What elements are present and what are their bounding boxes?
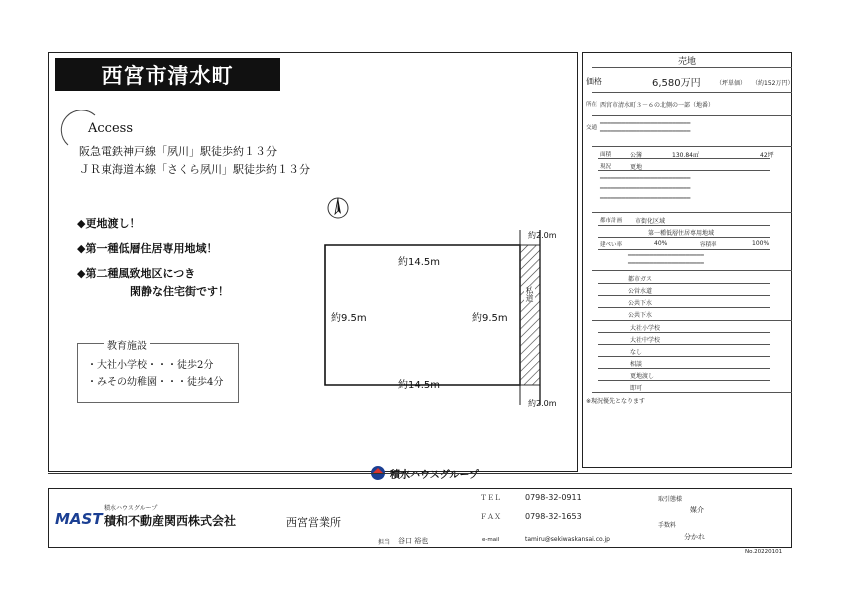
price-note-2: （約152万円） bbox=[752, 80, 794, 87]
area-type: 公簿 bbox=[630, 152, 643, 159]
school2-value: 大社中学校 bbox=[630, 337, 661, 344]
utility-4: 公共下水 bbox=[628, 312, 653, 319]
restriction-rows: ━━━━━━━━━━━━━━━━━━━━━ ━━━━━━━━━━━━━━━━━━━━━ bbox=[628, 252, 704, 267]
access-line-1: 阪急電鉄神戸線「夙川」駅徒歩約１３分 bbox=[79, 145, 277, 158]
status-label: 現況 bbox=[600, 164, 612, 170]
feature-3: ◆第二種風致地区につき bbox=[77, 267, 196, 280]
staff-value: 谷口 裕也 bbox=[398, 537, 429, 545]
utility-2: 公営水道 bbox=[628, 288, 653, 295]
company-branch: 西宮営業所 bbox=[286, 516, 341, 529]
company-group-small: 積水ハウスグループ bbox=[104, 505, 158, 512]
zone-label: 都市計画 bbox=[600, 218, 623, 224]
transport-rows: ━━━━━━━━━━━━━━━━━━━━━━━━━ ━━━━━━━━━━━━━━━━━━━━━━━━━ bbox=[600, 120, 691, 135]
trade-value: 媒介 bbox=[690, 506, 704, 514]
misc-3: 更地渡し bbox=[630, 373, 655, 380]
staff-label: 担当 bbox=[378, 539, 391, 546]
fax-label: ＦＡＸ bbox=[480, 513, 501, 521]
property-type: 売地 bbox=[677, 57, 696, 67]
dim-right: 約9.5m bbox=[472, 313, 508, 324]
trade-label: 取引態様 bbox=[658, 496, 683, 503]
school1-value: 大社小学校 bbox=[630, 325, 661, 332]
area-tsubo: 42坪 bbox=[760, 152, 774, 159]
price-note: （坪単価） bbox=[716, 80, 747, 87]
tel-value: 0798-32-0911 bbox=[525, 493, 582, 502]
status-value: 更地 bbox=[630, 164, 643, 171]
area-value: 130.84㎡ bbox=[672, 152, 699, 159]
commission-value: 分かれ bbox=[684, 533, 705, 541]
misc-1: なし bbox=[630, 349, 643, 356]
utility-1: 都市ガス bbox=[628, 276, 653, 283]
feature-2: ◆第一種低層住居専用地域！ bbox=[77, 242, 218, 255]
zone2-value: 第一種低層住居専用地域 bbox=[648, 230, 715, 237]
utility-3: 公共下水 bbox=[628, 300, 653, 307]
road-label: 私道 bbox=[525, 286, 534, 302]
coverage-value: 40% bbox=[654, 240, 668, 247]
misc-4: 即可 bbox=[630, 385, 643, 392]
access-line-2: ＪＲ東海道本線「さくら夙川」駅徒歩約１３分 bbox=[79, 163, 310, 176]
dim-top: 約14.5m bbox=[398, 257, 441, 268]
land-rows: ━━━━━━━━━━━━━━━━━━━━━━━━━ ━━━━━━━━━━━━━━━━━━━━━━━━━ ━━━━━━━━━━━━━━━━━━━━━━━━━ bbox=[600, 175, 691, 202]
far-label: 容積率 bbox=[700, 242, 717, 248]
access-heading: Access bbox=[88, 121, 133, 136]
address-label: 所在 bbox=[586, 102, 598, 108]
address-value: 西宮市清水町３－６の北側の一部（地番） bbox=[600, 102, 715, 109]
fax-value: 0798-32-1653 bbox=[525, 512, 582, 521]
feature-1: ◆更地渡し！ bbox=[77, 217, 141, 230]
north-arrow-icon bbox=[326, 196, 350, 220]
company-logo: MAST bbox=[55, 510, 103, 528]
price-label: 価格 bbox=[586, 77, 602, 86]
group-logo-text: 積水ハウスグループ bbox=[390, 469, 479, 481]
education-item-1: ・大社小学校・・・徒歩2分 bbox=[87, 360, 214, 371]
education-item-2: ・みその幼稚園・・・徒歩4分 bbox=[87, 377, 224, 388]
transport-label: 交通 bbox=[586, 125, 598, 131]
area-label: 面積 bbox=[600, 152, 612, 158]
separator-line bbox=[48, 473, 792, 474]
dim-road-top: 約2.0m bbox=[528, 231, 557, 240]
private-road bbox=[520, 245, 540, 385]
company-name: 積和不動産関西株式会社 bbox=[104, 514, 237, 528]
misc-2: 相談 bbox=[630, 361, 643, 368]
dim-bottom: 約14.5m bbox=[398, 380, 441, 391]
feature-3-cont: 閑静な住宅街です！ bbox=[130, 285, 229, 298]
tel-label: ＴＥＬ bbox=[480, 494, 501, 502]
email-value: tamiru@sekiwaskansai.co.jp bbox=[525, 536, 610, 543]
note-text: ※現況優先となります bbox=[586, 398, 646, 405]
coverage-label: 建ぺい率 bbox=[600, 242, 623, 248]
price-value: 6,580万円 bbox=[652, 78, 701, 89]
commission-label: 手数料 bbox=[658, 522, 677, 529]
far-value: 100% bbox=[752, 240, 770, 247]
dim-left: 約9.5m bbox=[331, 313, 367, 324]
email-label: e-mail bbox=[482, 537, 500, 543]
doc-number: No.20220101 bbox=[745, 549, 783, 555]
dim-road-bottom: 約2.0m bbox=[528, 399, 557, 408]
education-title: 教育施設 bbox=[104, 337, 150, 352]
zone-value: 市街化区域 bbox=[635, 218, 666, 225]
page-title: 西宮市清水町 bbox=[55, 58, 280, 91]
